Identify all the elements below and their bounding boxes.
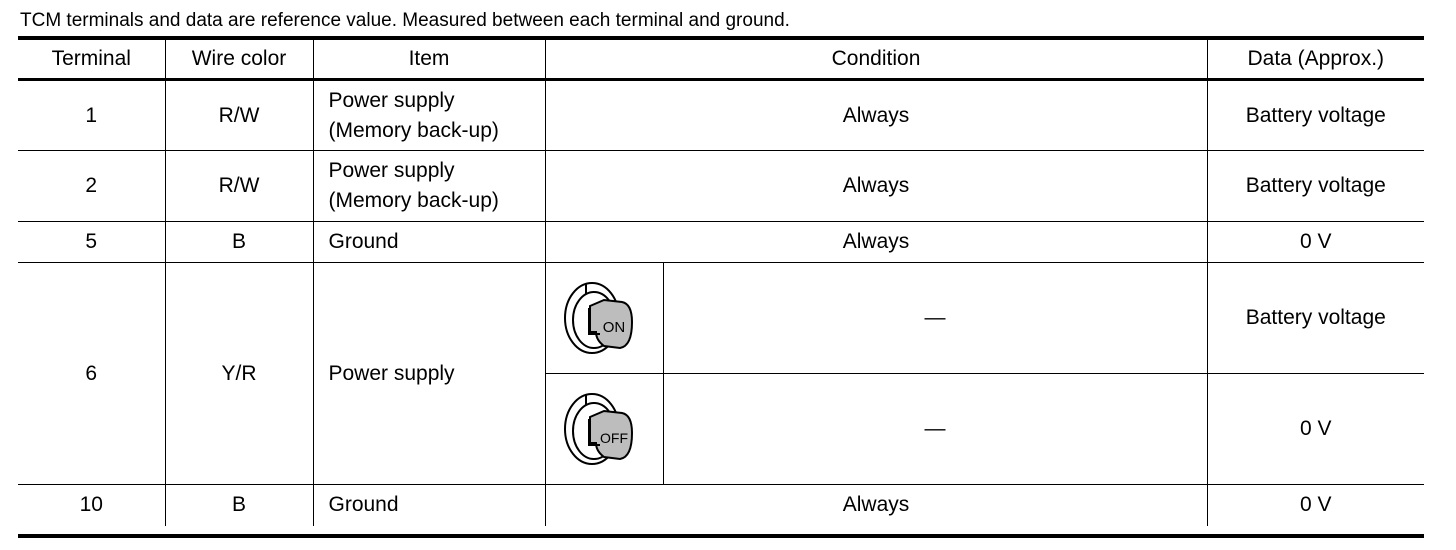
header-wire-color: Wire color [165, 40, 313, 80]
table-row [18, 263, 1424, 374]
table-row [18, 151, 1424, 222]
condition-cell: Always [545, 151, 1207, 222]
condition-cell: Always [545, 222, 1207, 263]
wire-color-cell: R/W [165, 80, 313, 151]
item-cell [313, 80, 545, 151]
item-line: Power supply [328, 159, 455, 182]
data-cell: 0 V [1207, 374, 1424, 485]
condition-cell: — [663, 374, 1207, 485]
item-line: (Memory back-up) [328, 118, 499, 142]
header-item: Item [313, 40, 545, 80]
data-cell: Battery voltage [1207, 151, 1424, 222]
data-cell: 0 V [1207, 222, 1424, 263]
wire-color-cell: R/W [165, 151, 313, 222]
tcm-terminal-table [18, 40, 1424, 526]
terminal-cell: 6 [18, 263, 165, 485]
item-cell: Ground [313, 222, 545, 263]
key-label-on: ON [602, 319, 625, 336]
table-row [18, 222, 1424, 263]
header-terminal: Terminal [18, 40, 165, 80]
condition-cell: Always [545, 485, 1207, 526]
data-cell: 0 V [1207, 485, 1424, 526]
table-row [18, 485, 1424, 526]
table-row [18, 80, 1424, 151]
condition-cell: Always [545, 80, 1207, 151]
bottom-rule [18, 534, 1424, 538]
item-cell: Power supply [313, 263, 545, 485]
ignition-key-off-icon [560, 387, 663, 471]
ignition-key-cell [545, 374, 663, 485]
data-cell: Battery voltage [1207, 80, 1424, 151]
ignition-key-cell [545, 263, 663, 374]
terminal-cell: 2 [18, 151, 165, 222]
item-line: Power supply [328, 88, 455, 112]
key-label-off: OFF [599, 430, 628, 446]
header-row [18, 40, 1424, 80]
item-line: (Memory back-up) [328, 189, 499, 212]
wire-color-cell: B [165, 222, 313, 263]
item-cell [313, 151, 545, 222]
wire-color-cell: Y/R [165, 263, 313, 485]
condition-cell: — [663, 263, 1207, 374]
table-caption: TCM terminals and data are reference value. Measured between each terminal and ground. [20, 10, 790, 31]
item-cell: Ground [313, 485, 545, 526]
terminal-cell: 1 [18, 80, 165, 151]
terminal-cell: 10 [18, 485, 165, 526]
wire-color-cell: B [165, 485, 313, 526]
ignition-key-on-icon [560, 276, 663, 360]
header-condition: Condition [545, 40, 1207, 80]
terminal-cell: 5 [18, 222, 165, 263]
data-cell: Battery voltage [1207, 263, 1424, 374]
header-data: Data (Approx.) [1207, 40, 1424, 80]
